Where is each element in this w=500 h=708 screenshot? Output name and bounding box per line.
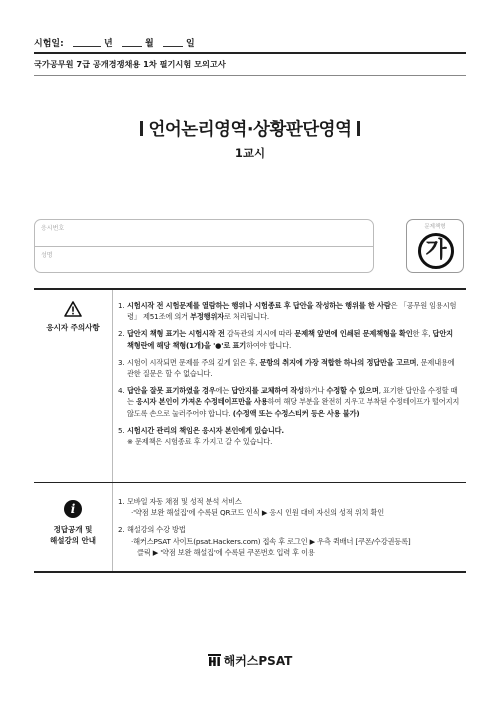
section-divider bbox=[34, 482, 466, 483]
instructions-table bbox=[34, 288, 466, 573]
warning-item-text: 하거나 bbox=[303, 386, 327, 396]
warning-item bbox=[118, 328, 462, 350]
warning-item-number: 5. bbox=[118, 425, 125, 435]
warning-item-text: 문제책 앞면에 인쇄된 문제책형을 확인 bbox=[294, 329, 413, 339]
year-blank bbox=[73, 38, 101, 47]
warning-item-text: 하여야 합니다. bbox=[246, 340, 292, 350]
explanations-list bbox=[118, 496, 462, 564]
warning-item-text: (수정액 또는 수정스티커 등은 사용 불가) bbox=[232, 408, 360, 418]
candidate-number-field[interactable] bbox=[35, 220, 373, 247]
month-blank bbox=[122, 38, 142, 47]
warning-item-text: 하여 해당 부분을 완전히 지우고 부착된 수정테이프가 떨어지지 않도록 손으로 눌러주어야 합니다. bbox=[127, 397, 460, 418]
warning-item-text: 은 「공무원 임용시험령」 제51조에 의거 bbox=[127, 301, 457, 322]
candidate-number-label: 응시번호 bbox=[41, 225, 65, 232]
hackers-logo-icon bbox=[208, 654, 221, 666]
warnings-label: 응시자 주의사항 bbox=[46, 323, 100, 332]
warning-item-note: ※ 문제책은 시험종료 후 가지고 갈 수 있습니다. bbox=[127, 437, 273, 447]
explanations-label-line2: 해설강의 안내 bbox=[49, 536, 97, 545]
warning-item-text: 응시자 본인이 가져온 수정테이프만을 사용 bbox=[135, 397, 268, 407]
warning-item-number: 4. bbox=[118, 386, 125, 396]
explanation-item-number: 2. bbox=[118, 525, 125, 535]
warning-item-text: 부정행위자 bbox=[190, 312, 225, 322]
warning-item-text: 로 처리됩니다. bbox=[224, 312, 270, 322]
year-suffix: 년 bbox=[103, 39, 113, 49]
explanations-label-line1: 정답공개 및 bbox=[53, 525, 93, 534]
warning-item-text: , 표기한 답안을 수정할 때는 bbox=[127, 386, 458, 407]
warning-item bbox=[118, 425, 462, 447]
day-suffix: 일 bbox=[185, 39, 195, 49]
warning-item bbox=[118, 357, 462, 379]
warning-item-text: 답안지 책형란에 해당 책형(1개)을 '●'로 표기 bbox=[127, 329, 453, 350]
explanation-item-line: ·해커스PSAT 사이트(psat.Hackers.com) 접속 후 로그인 ▶ 우측 퀵배너 [쿠폰/수강권등록] bbox=[131, 536, 411, 546]
candidate-name-field[interactable] bbox=[35, 247, 373, 274]
month-suffix: 월 bbox=[144, 39, 154, 49]
booklet-type-label: 문제책형 bbox=[424, 224, 446, 230]
page-title bbox=[0, 116, 500, 141]
warnings-list bbox=[118, 300, 462, 453]
warning-item-text: 답안을 잘못 표기하였을 경우 bbox=[127, 386, 216, 396]
exam-subtitle: 국가공무원 7급 공개경쟁채용 1차 필기시험 모의고사 bbox=[34, 59, 226, 69]
brand-name: 해커스PSAT bbox=[223, 654, 293, 668]
footer-brand bbox=[0, 652, 500, 669]
warning-item-number: 2. bbox=[118, 329, 125, 339]
warning-item-text: 감독관의 지시에 따라 bbox=[224, 329, 295, 339]
explanation-item-line: 클릭 ▶ '약점 보완 해설집'에 수록된 쿠폰번호 입력 후 이용 bbox=[137, 547, 315, 557]
warning-item bbox=[118, 385, 462, 419]
warning-item-text: 시험이 시작되면 문제를 주의 깊게 읽은 후, bbox=[127, 357, 260, 367]
warning-item-text: 에는 bbox=[215, 386, 232, 396]
day-blank bbox=[163, 38, 183, 47]
session-label: 1교시 bbox=[234, 146, 266, 160]
warning-item-text: 시험시작 전 시험문제를 열람하는 행위나 시험종료 후 답안을 작성하는 행위를 한 사람 bbox=[127, 301, 391, 310]
candidate-name-label: 성명 bbox=[41, 252, 53, 259]
warning-item-number: 1. bbox=[118, 301, 125, 310]
warning-item-text: 답안지를 교체하여 작성 bbox=[231, 386, 304, 396]
warning-item-text: 수정할 수 있으며 bbox=[326, 386, 379, 396]
booklet-type-box bbox=[406, 219, 464, 273]
warning-item-text: 시험시간 관리의 책임은 응시자 본인에게 있습니다. bbox=[127, 425, 284, 435]
warning-item bbox=[118, 300, 462, 322]
explanation-item-title: 해설강의 수강 방법 bbox=[127, 525, 186, 535]
explanation-item-title: 모바일 자동 채점 및 성적 분석 서비스 bbox=[127, 497, 242, 506]
warning-item-text: , 문제내용에 관한 질문은 할 수 없습니다. bbox=[127, 357, 455, 379]
explanation-item-number: 1. bbox=[118, 497, 125, 506]
header-rule bbox=[34, 52, 466, 54]
warning-item-text: 문항의 취지에 가장 적합한 하나의 정답만을 고르며 bbox=[259, 357, 417, 367]
explanation-item bbox=[118, 496, 462, 518]
column-divider bbox=[112, 290, 113, 571]
candidate-id-box bbox=[34, 219, 374, 273]
booklet-type-value: 가 bbox=[418, 233, 454, 269]
title-left-bar bbox=[140, 121, 143, 136]
title-text: 언어논리영역·상황판단영역 bbox=[148, 120, 352, 140]
explanation-item-line: ·'약점 보완 해설집'에 수록된 QR코드 인식 ▶ 응시 인원 대비 자신의 성적 위치 확인 bbox=[131, 508, 385, 518]
exam-date-line bbox=[34, 36, 195, 49]
warning-item-text: 한 후, bbox=[412, 329, 433, 339]
warning-item-text: 답안지 책형 표기는 시험시작 전 bbox=[127, 329, 225, 339]
exam-date-label: 시험일: bbox=[34, 39, 64, 49]
subtitle-rule bbox=[34, 75, 466, 76]
warning-item-number: 3. bbox=[118, 357, 125, 367]
explanation-item bbox=[118, 524, 462, 558]
info-icon: i bbox=[64, 500, 82, 518]
warning-triangle-icon bbox=[64, 301, 82, 317]
title-right-bar bbox=[357, 121, 360, 136]
explanations-label bbox=[34, 524, 112, 546]
